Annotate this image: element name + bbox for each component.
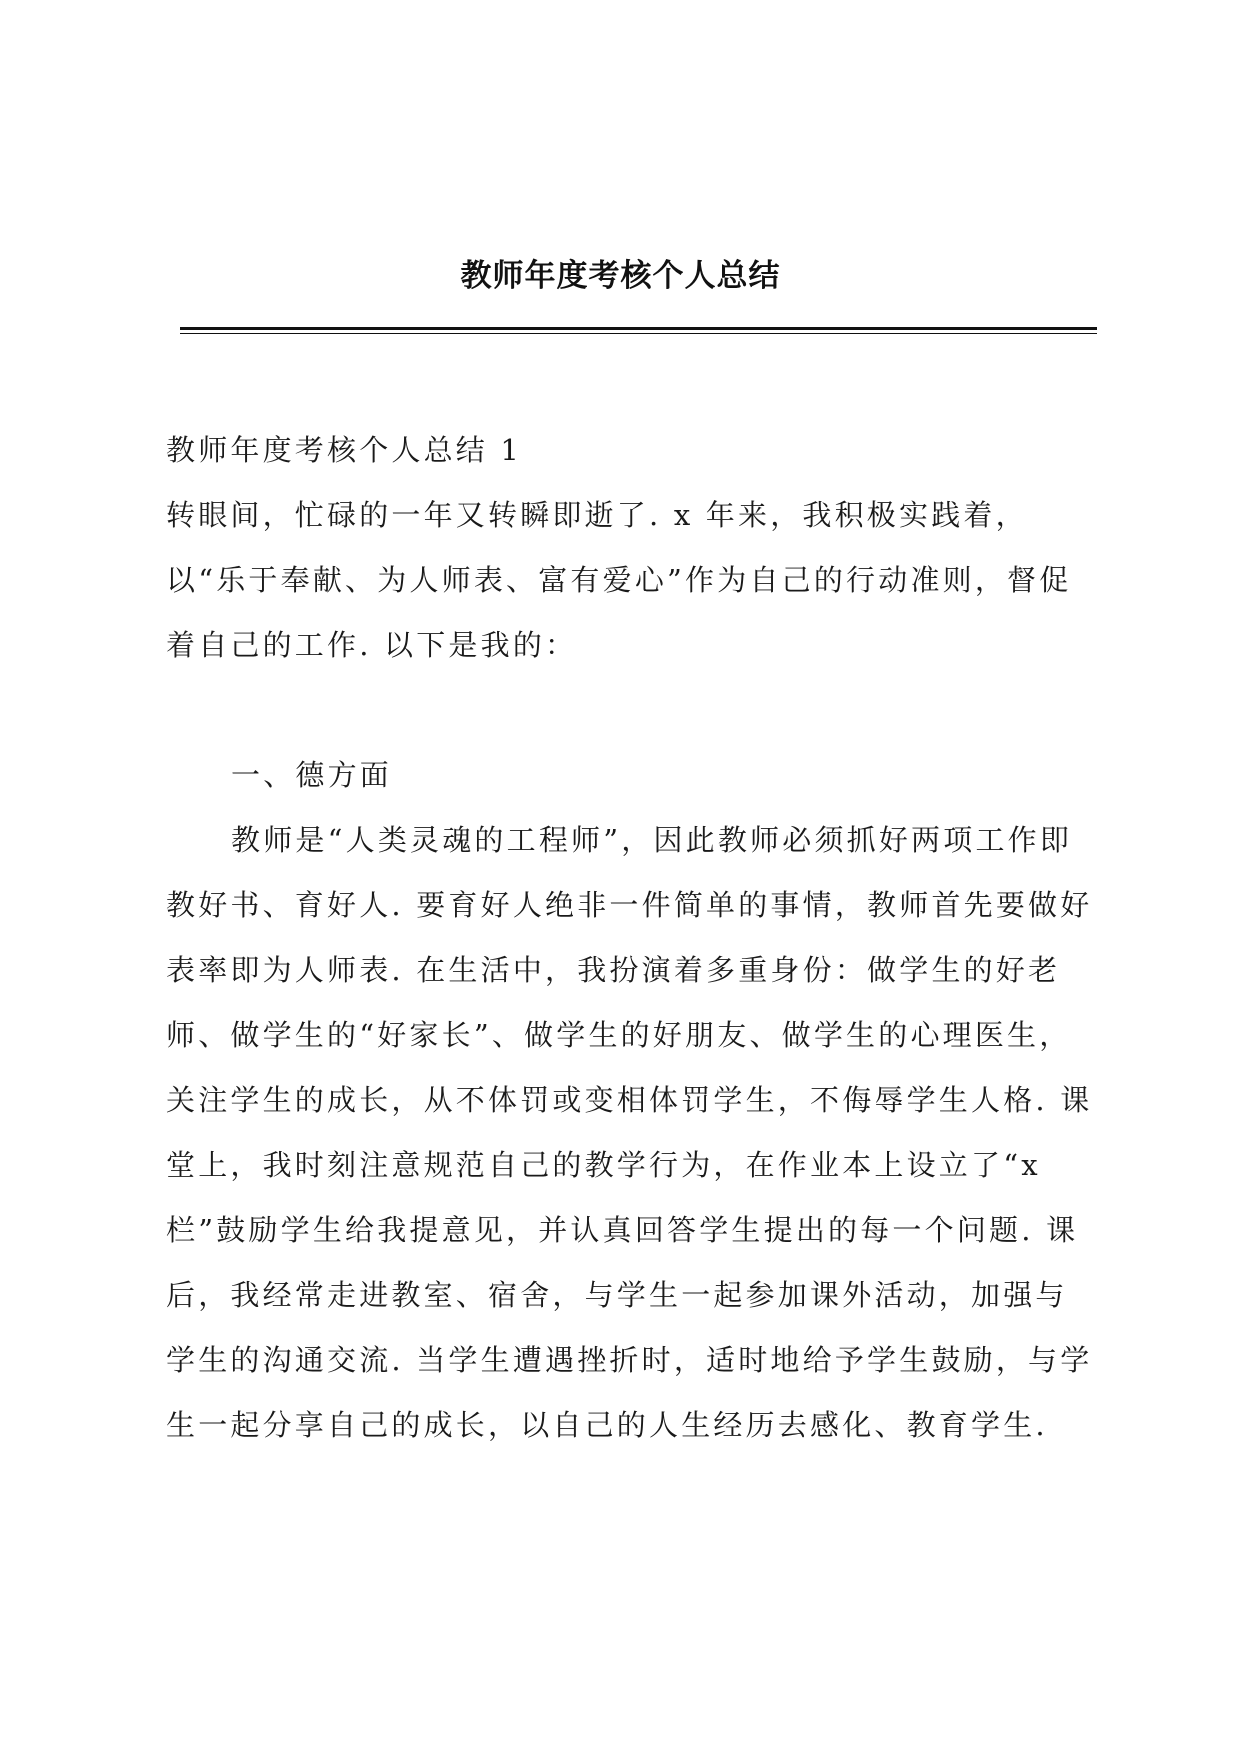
document-body — [166, 418, 1096, 1458]
paragraph-morality: 教师是“人类灵魂的工程师”，因此教师必须抓好两项工作即教好书、育好人. 要育好人绝非一件简单的事情，教师首先要做好表率即为人师表. 在生活中，我扮演着多重身份：做学生的好老师、做学生的“好家长”、做学生的好朋友、做学生的心理医生，关注学生的成长，从不体罚或变相体罚学生，不侮辱学生人格. 课堂上，我时刻注意规范自己的教学行为，在作业本上设立了“x 栏”鼓励学生给我提意见，并认真回答学生提出的每一个问题. 课后，我经常走进教室、宿舍，与学生一起参加课外活动，加强与学生的沟通交流. 当学生遭遇挫折时，适时地给予学生鼓励，与学生一起分享自己的成长，以自己的人生经历去感化、教育学生. — [166, 823, 1093, 1442]
intro-paragraph: 转眼间，忙碌的一年又转瞬即逝了. x 年来，我积极实践着，以“乐于奉献、为人师表、富有爱心”作为自己的行动准则，督促着自己的工作. 以下是我的： — [166, 498, 1072, 662]
title-divider-thin — [180, 333, 1097, 334]
section-heading: 教师年度考核个人总结 1 — [166, 433, 523, 467]
paragraph-spacer — [166, 678, 1096, 743]
document-title: 教师年度考核个人总结 — [460, 258, 781, 294]
subheading-morality: 一、德方面 — [231, 758, 393, 792]
title-divider-thick — [180, 327, 1097, 330]
